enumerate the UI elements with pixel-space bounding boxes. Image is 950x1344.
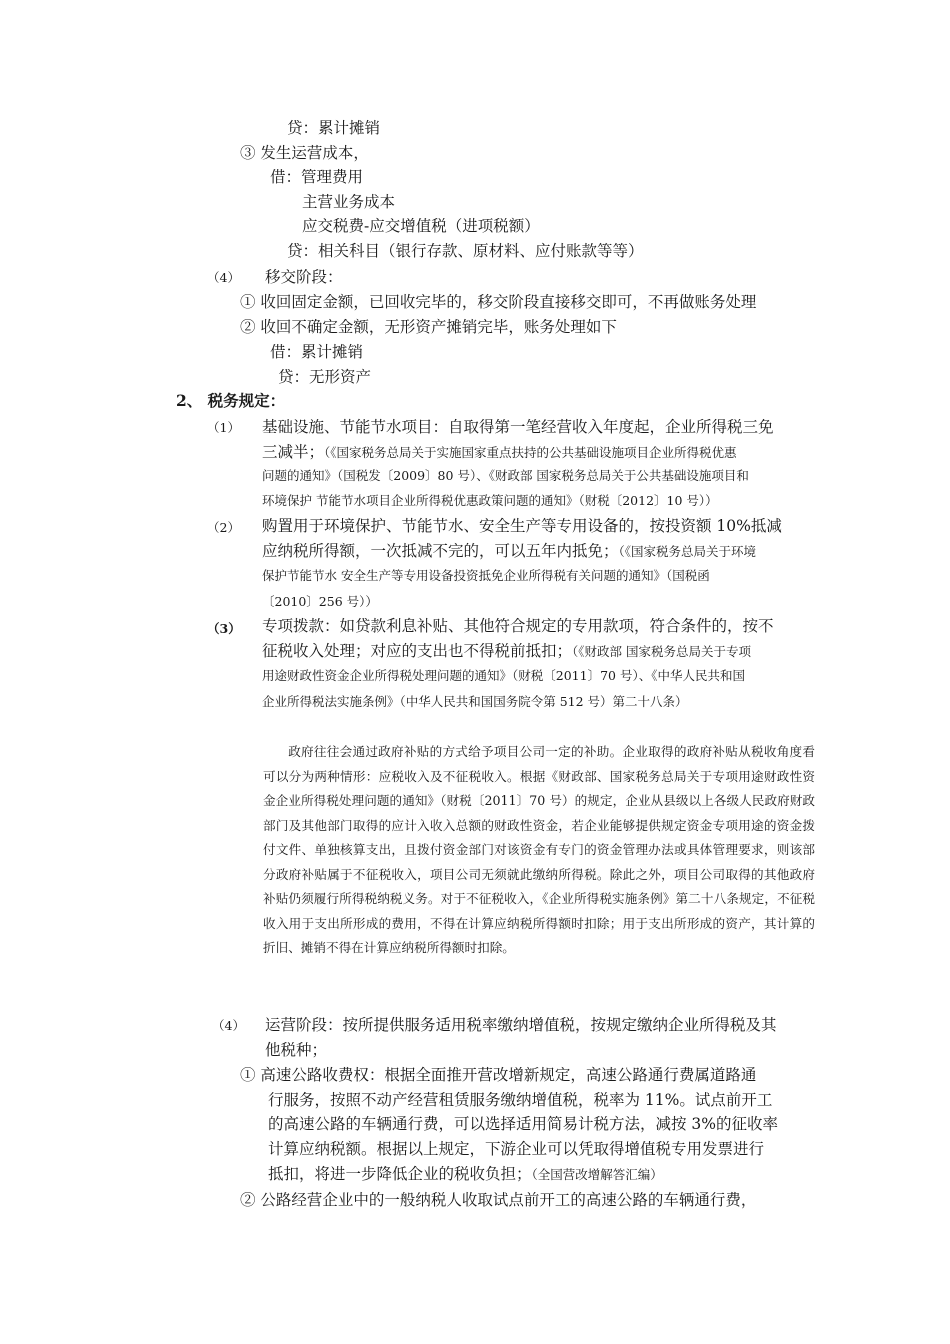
text-line: 借：累计摊销	[270, 343, 364, 361]
list-number: （2）	[207, 520, 240, 535]
text-line: 他税种；	[265, 1041, 328, 1059]
citation: （《国家税务总局关于环境	[618, 544, 757, 559]
text-line: ③ 发生运营成本，	[240, 144, 369, 162]
list-number: （3）	[207, 621, 241, 636]
text-line: 贷：相关科目（银行存款、原材料、应付账款等等）	[287, 242, 644, 260]
text-line: 的高速公路的车辆通行费，可以选择适用简易计税方法，减按 3%的征收率	[268, 1115, 779, 1133]
citation: 保护节能节水 安全生产等专用设备投资抵免企业所得税有关问题的通知》（国税函	[262, 568, 710, 583]
text-line: 贷：无形资产	[278, 368, 372, 386]
text-line: 三减半；	[262, 443, 325, 461]
text-line: 购置用于环境保护、节能节水、安全生产等专用设备的，按投资额 10%抵减	[262, 517, 782, 535]
text-line-group	[262, 441, 737, 464]
citation: 〔2010〕256 号））	[262, 594, 378, 609]
text-line-group	[262, 540, 756, 563]
text-line: ① 高速公路收费权：根据全面推开营改增新规定，高速公路通行费属道路通	[240, 1066, 757, 1084]
citation: 问题的通知》（国税发〔2009〕80 号）、《财政部 国家税务总局关于公共基础设施项目和	[262, 468, 749, 483]
text-line: 贷：累计摊销	[287, 119, 381, 137]
citation: 用途财政性资金企业所得税处理问题的通知》（财税〔2011〕70 号）、《中华人民共和国	[262, 668, 745, 683]
text-line: 主营业务成本	[302, 193, 396, 211]
text-line: 基础设施、节能节水项目：自取得第一笔经营收入年度起，企业所得税三免	[262, 418, 774, 436]
text-line: 征税收入处理；对应的支出也不得税前抵扣；	[262, 642, 573, 660]
list-number: （1）	[207, 420, 240, 435]
text-line: 借：管理费用	[270, 168, 364, 186]
citation: 企业所得税法实施条例》（中华人民共和国国务院令第 512 号）第二十八条）	[262, 694, 688, 709]
body-paragraph: 政府往往会通过政府补贴的方式给予项目公司一定的补助。企业取得的政府补贴从税收角度看可以分为两种情形：应税收入及不征税收入。根据《财政部、国家税务总局关于专项用途财政性资金企业所得税处理问题的通知》（财税〔2011〕70 号）的规定，企业从县级以上各级人民政府财政部门及其他部门取得的应计入收入总额的财政性资金，若企业能够提供规定资金专项用途的资金拨付文件、单独核算支出，且拨付资金部门对该资金有专门的资金管理办法或具体管理要求，则该部分政府补贴属于不征税收入，项目公司无须就此缴纳所得税。除此之外，项目公司取得的其他政府补贴仍须履行所得税纳税义务。对于不征税收入，《企业所得税实施条例》第二十八条规定，不征税收入用于支出所形成的费用，不得在计算应纳税所得额时扣除；用于支出所形成的资产，其计算的折旧、摊销不得在计算应纳税所得额时扣除。	[263, 744, 815, 955]
text-line: ② 公路经营企业中的一般纳税人收取试点前开工的高速公路的车辆通行费，	[240, 1191, 757, 1209]
text-line: ② 收回不确定金额，无形资产摊销完毕，账务处理如下	[240, 318, 617, 336]
text-line: 行服务，按照不动产经营租赁服务缴纳增值税，税率为 11%。试点前开工	[268, 1091, 773, 1109]
text-line: 计算应纳税额。根据以上规定，下游企业可以凭取得增值税专用发票进行	[268, 1140, 765, 1158]
citation: （《财政部 国家税务总局关于专项	[572, 644, 751, 659]
citation: （《国家税务总局关于实施国家重点扶持的公共基础设施项目企业所得税优惠	[324, 445, 737, 460]
text-line-group	[262, 640, 751, 663]
citation: （全国营改增解答汇编）	[531, 1167, 663, 1182]
text-line-group	[268, 1163, 663, 1186]
text-line: 应纳税所得额，一次抵减不完的，可以五年内抵免；	[262, 542, 619, 560]
text-line: 应交税费-应交增值税（进项税额）	[302, 217, 540, 235]
text-line: 专项拨款：如贷款利息补贴、其他符合规定的专用款项，符合条件的，按不	[262, 617, 774, 635]
list-number: （4）	[207, 270, 240, 285]
list-number: （4）	[212, 1018, 245, 1033]
text-line: 运营阶段：按所提供服务适用税率缴纳增值税，按规定缴纳企业所得税及其	[265, 1016, 777, 1034]
text-line: ① 收回固定金额，已回收完毕的，移交阶段直接移交即可，不再做账务处理	[240, 293, 757, 311]
section-heading: 2、 税务规定：	[176, 391, 286, 410]
citation: 环境保护 节能节水项目企业所得税优惠政策问题的通知》（财税〔2012〕10 号））	[262, 493, 718, 508]
text-line: 抵扣，将进一步降低企业的税收负担；	[268, 1165, 532, 1183]
section-heading: 移交阶段：	[265, 268, 343, 286]
